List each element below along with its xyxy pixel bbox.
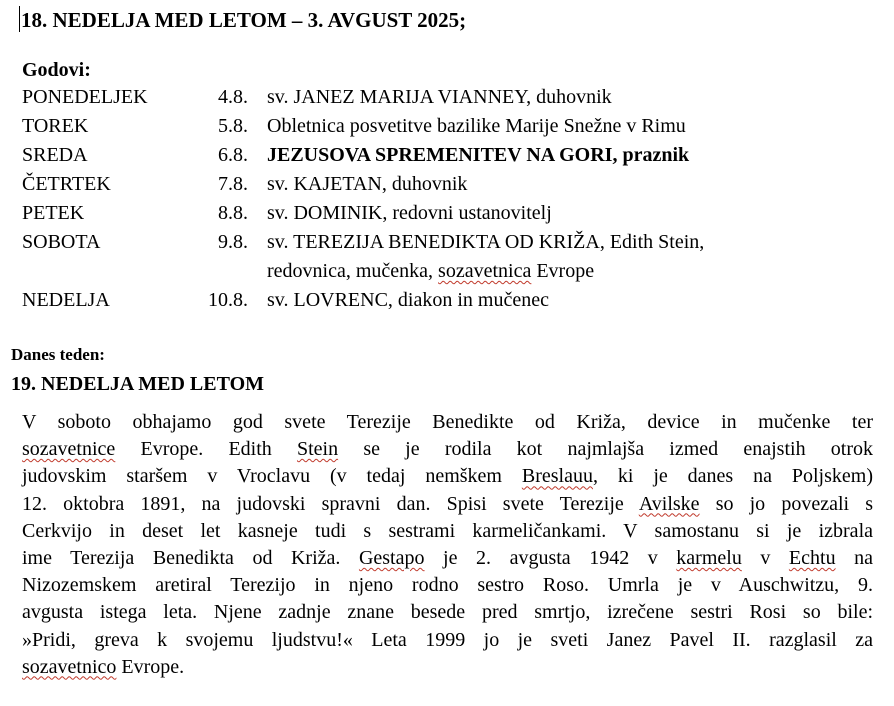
feast-desc-part: sv. TEREZIJA BENEDIKTA OD KRIŽA, Edith Stein, xyxy=(267,231,705,253)
paragraph-line xyxy=(22,518,873,545)
feast-day: ČETRTEK xyxy=(22,173,111,195)
paragraph-line xyxy=(22,436,873,463)
body-paragraph xyxy=(22,409,873,681)
paragraph-line xyxy=(22,654,873,681)
text-run: se je rodila kot najmlajša izmed enajstih otrok xyxy=(338,438,873,461)
feast-day: SOBOTA xyxy=(22,231,101,253)
spellcheck-word: Gestapo xyxy=(358,546,425,569)
text-run: 12. oktobra 1891, na judovski spravni dan. Spisi svete Terezije xyxy=(22,492,639,515)
feast-date: 7.8. xyxy=(218,173,248,195)
godovi-heading: Godovi: xyxy=(22,59,91,81)
spellcheck-word: Echtu xyxy=(788,546,836,569)
paragraph-line xyxy=(22,463,873,490)
section-title: 19. NEDELJA MED LETOM xyxy=(11,373,264,395)
text-cursor xyxy=(19,6,20,32)
text-run: Evrope. Edith xyxy=(115,438,297,461)
text-run: je 2. avgusta 1942 v xyxy=(424,546,677,569)
feast-day: TOREK xyxy=(22,115,89,137)
paragraph-line xyxy=(22,491,873,518)
text-run: ime Terezija Benedikta od Križa. xyxy=(22,546,359,569)
text-run: avgusta istega leta. Njene zadnje znane besede pred smrtjo, izrečene sestri Rosi so bile: xyxy=(22,601,873,624)
feast-desc: Obletnica posvetitve bazilike Marije Snežne v Rimu xyxy=(267,115,686,137)
feast-day: PETEK xyxy=(22,202,85,224)
paragraph-line xyxy=(22,627,873,654)
feast-day: SREDA xyxy=(22,144,88,166)
text-run: V soboto obhajamo god svete Terezije Benedikte od Križa, device in mučenke ter xyxy=(22,411,873,433)
section-label: Danes teden: xyxy=(11,345,105,364)
spellcheck-word: karmelu xyxy=(676,546,742,569)
feast-desc-part: Evrope xyxy=(531,260,595,282)
paragraph-line xyxy=(22,545,873,572)
feast-desc: sv. DOMINIK, redovni ustanovitelj xyxy=(267,202,552,224)
spellcheck-word: sozavetnica xyxy=(438,260,532,282)
paragraph-line xyxy=(22,409,873,436)
page-title: 18. NEDELJA MED LETOM – 3. AVGUST 2025; xyxy=(21,8,467,32)
spellcheck-word: sozavetnice xyxy=(22,438,116,461)
feast-date: 4.8. xyxy=(218,86,248,108)
feast-desc-continuation xyxy=(267,257,594,286)
feast-desc xyxy=(267,228,704,257)
spellcheck-word: Stein xyxy=(296,438,339,461)
text-run: so jo povezali s xyxy=(699,492,873,515)
feast-date: 5.8. xyxy=(218,115,248,137)
text-run: v xyxy=(741,546,789,569)
text-run: Nizozemskem aretiral Terezijo in njeno rodno sestro Roso. Umrla je v Auschwitzu, 9. xyxy=(22,574,873,597)
feast-date: 10.8. xyxy=(208,289,248,311)
text-run: »Pridi, greva k svojemu ljudstvu!« Leta 1999 jo je sveti Janez Pavel II. razglasil za xyxy=(22,628,873,651)
text-run: , ki je danes na Poljskem) xyxy=(592,465,873,488)
spellcheck-word: Breslauu xyxy=(521,465,593,488)
feast-desc-part: redovnica, mučenka, xyxy=(267,260,439,282)
paragraph-line xyxy=(22,599,873,626)
feast-desc: JEZUSOVA SPREMENITEV NA GORI, praznik xyxy=(267,144,690,166)
text-run: judovskim staršem v Vroclavu (v tedaj nemškem xyxy=(22,465,522,488)
feast-date: 8.8. xyxy=(218,202,248,224)
spellcheck-word: sozavetnico xyxy=(22,655,117,678)
text-run: na xyxy=(835,546,873,569)
feast-desc: sv. LOVRENC, diakon in mučenec xyxy=(267,289,549,311)
text-run: Cerkvijo in deset let kasneje tudi s sestrami karmeličankami. V samostanu si je izbrala xyxy=(22,519,873,542)
feast-date: 9.8. xyxy=(218,231,248,253)
spellcheck-word: Avilske xyxy=(638,492,700,515)
feast-desc: sv. KAJETAN, duhovnik xyxy=(267,173,468,195)
feast-day: PONEDELJEK xyxy=(22,86,148,108)
feast-day: NEDELJA xyxy=(22,289,110,311)
feast-desc: sv. JANEZ MARIJA VIANNEY, duhovnik xyxy=(267,86,612,108)
feast-date: 6.8. xyxy=(218,144,248,166)
text-run: Evrope. xyxy=(116,655,185,678)
paragraph-line xyxy=(22,572,873,599)
